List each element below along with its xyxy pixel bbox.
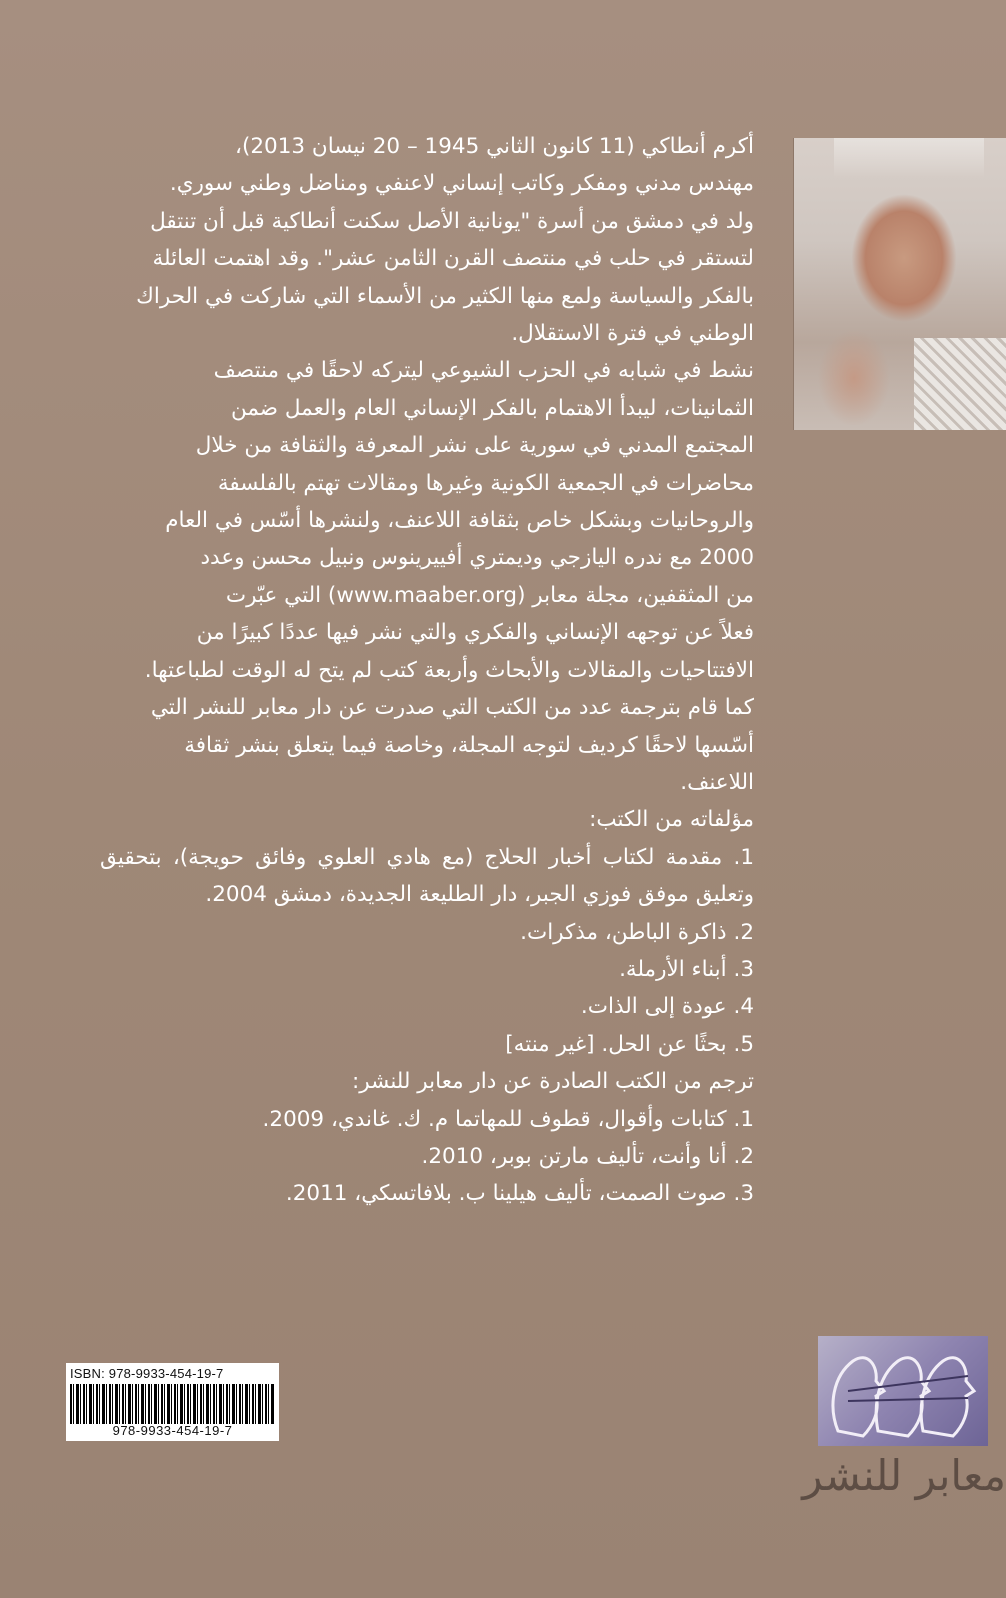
isbn-barcode-label [66,1363,279,1441]
author-photo [793,138,1006,430]
author-photo-hair [834,138,984,178]
translations-item: 3. صوت الصمت، تأليف هيلينا ب. بلافاتسكي، 2011. [285,1181,754,1207]
works-item: 4. عودة إلى الذات. [580,994,754,1020]
activity-paragraph [100,352,754,689]
publisher-logo [818,1336,988,1446]
activity-line: الافتتاحيات والمقالات والأبحاث وأربعة كتب لم يتح له الوقت لطباعتها. [144,657,754,683]
works-item: 5. بحثًا عن الحل. [غير منته] [505,1031,754,1057]
activity-line: محاضرات في الجمعية الكونية وغيرها ومقالات تهتم بالفلسفة [217,470,754,496]
translation-note-line: أسّسها لاحقًا كرديف لتوجه المجلة، وخاصة فيما يتعلق بنشر ثقافة [184,732,754,758]
activity-line: الثمانينات، ليبدأ الاهتمام بالفكر الإنساني العام والعمل ضمن [230,395,754,421]
activity-line: فعلاً عن توجهه الإنساني والفكري والتي نشر فيها عددًا كبيرًا من [196,620,754,646]
activity-line: نشط في شبابه في الحزب الشيوعي ليتركه لاحقًا في منتصف [213,358,754,384]
bio-line: مهندس مدني ومفكر وكاتب إنساني لاعنفي ومناضل وطني سوري. [169,171,754,197]
author-photo-shirt [914,338,1006,430]
activity-line: والروحانيات وبشكل خاص بثقافة اللاعنف، ولنشرها أسّس في العام [165,508,754,534]
translation-note-line: اللاعنف. [680,769,754,795]
bio-line: الوطني في فترة الاستقلال. [511,321,754,347]
bio-line: ولد في دمشق من أسرة "يونانية الأصل سكنت أنطاكية قبل أن تنتقل [150,208,754,234]
works-heading: مؤلفاته من الكتب: [589,807,754,833]
translations-heading: ترجم من الكتب الصادرة عن دار معابر للنشر: [352,1069,754,1095]
works-list [100,839,754,1063]
works-item: 1. مقدمة لكتاب أخبار الحلاج (مع هادي العلوي وفائق حويجة)، بتحقيق وتعليق موفق فوزي الجبر، دار الطليعة الجديدة، دمشق 2004. [100,844,754,908]
bio-paragraph [100,128,754,352]
activity-line: من المثقفين، مجلة معابر (www.maaber.org) التي عبّرت [225,582,754,608]
back-cover-text [100,128,754,1213]
bio-line: لتستقر في حلب في منتصف القرن الثامن عشر". وقد اهتمت العائلة [152,246,754,272]
works-item: 2. ذاكرة الباطن، مذكرات. [520,919,754,945]
activity-line: 2000 مع ندره اليازجي وديمتري أفييرينوس ونبيل محسن وعدد [200,545,754,571]
faces-logo-icon [818,1336,988,1446]
isbn-number-under-barcode: 978-9933-454-19-7 [112,1423,233,1438]
bio-line: بالفكر والسياسة ولمع منها الكثير من الأسماء التي شاركت في الحراك [136,283,754,309]
activity-line: المجتمع المدني في سورية على نشر المعرفة والثقافة من خلال [195,433,754,459]
translations-item: 2. أنا وأنت، تأليف مارتن بوبر، 2010. [421,1143,754,1169]
barcode [70,1384,275,1424]
isbn-number: ISBN: 978-9933-454-19-7 [70,1366,224,1381]
bio-line: أكرم أنطاكي (11 كانون الثاني 1945 – 20 نيسان 2013)، [235,134,754,159]
translations-list [100,1101,754,1213]
publisher-name: معابر للنشر [802,1451,1006,1500]
translations-item: 1. كتابات وأقوال، قطوف للمهاتما م. ك. غاندي، 2009. [262,1106,754,1132]
translation-note-line: كما قام بترجمة عدد من الكتب التي صدرت عن دار معابر للنشر التي [150,695,754,721]
works-item: 3. أبناء الأرملة. [619,956,754,982]
translation-note-paragraph [100,689,754,801]
